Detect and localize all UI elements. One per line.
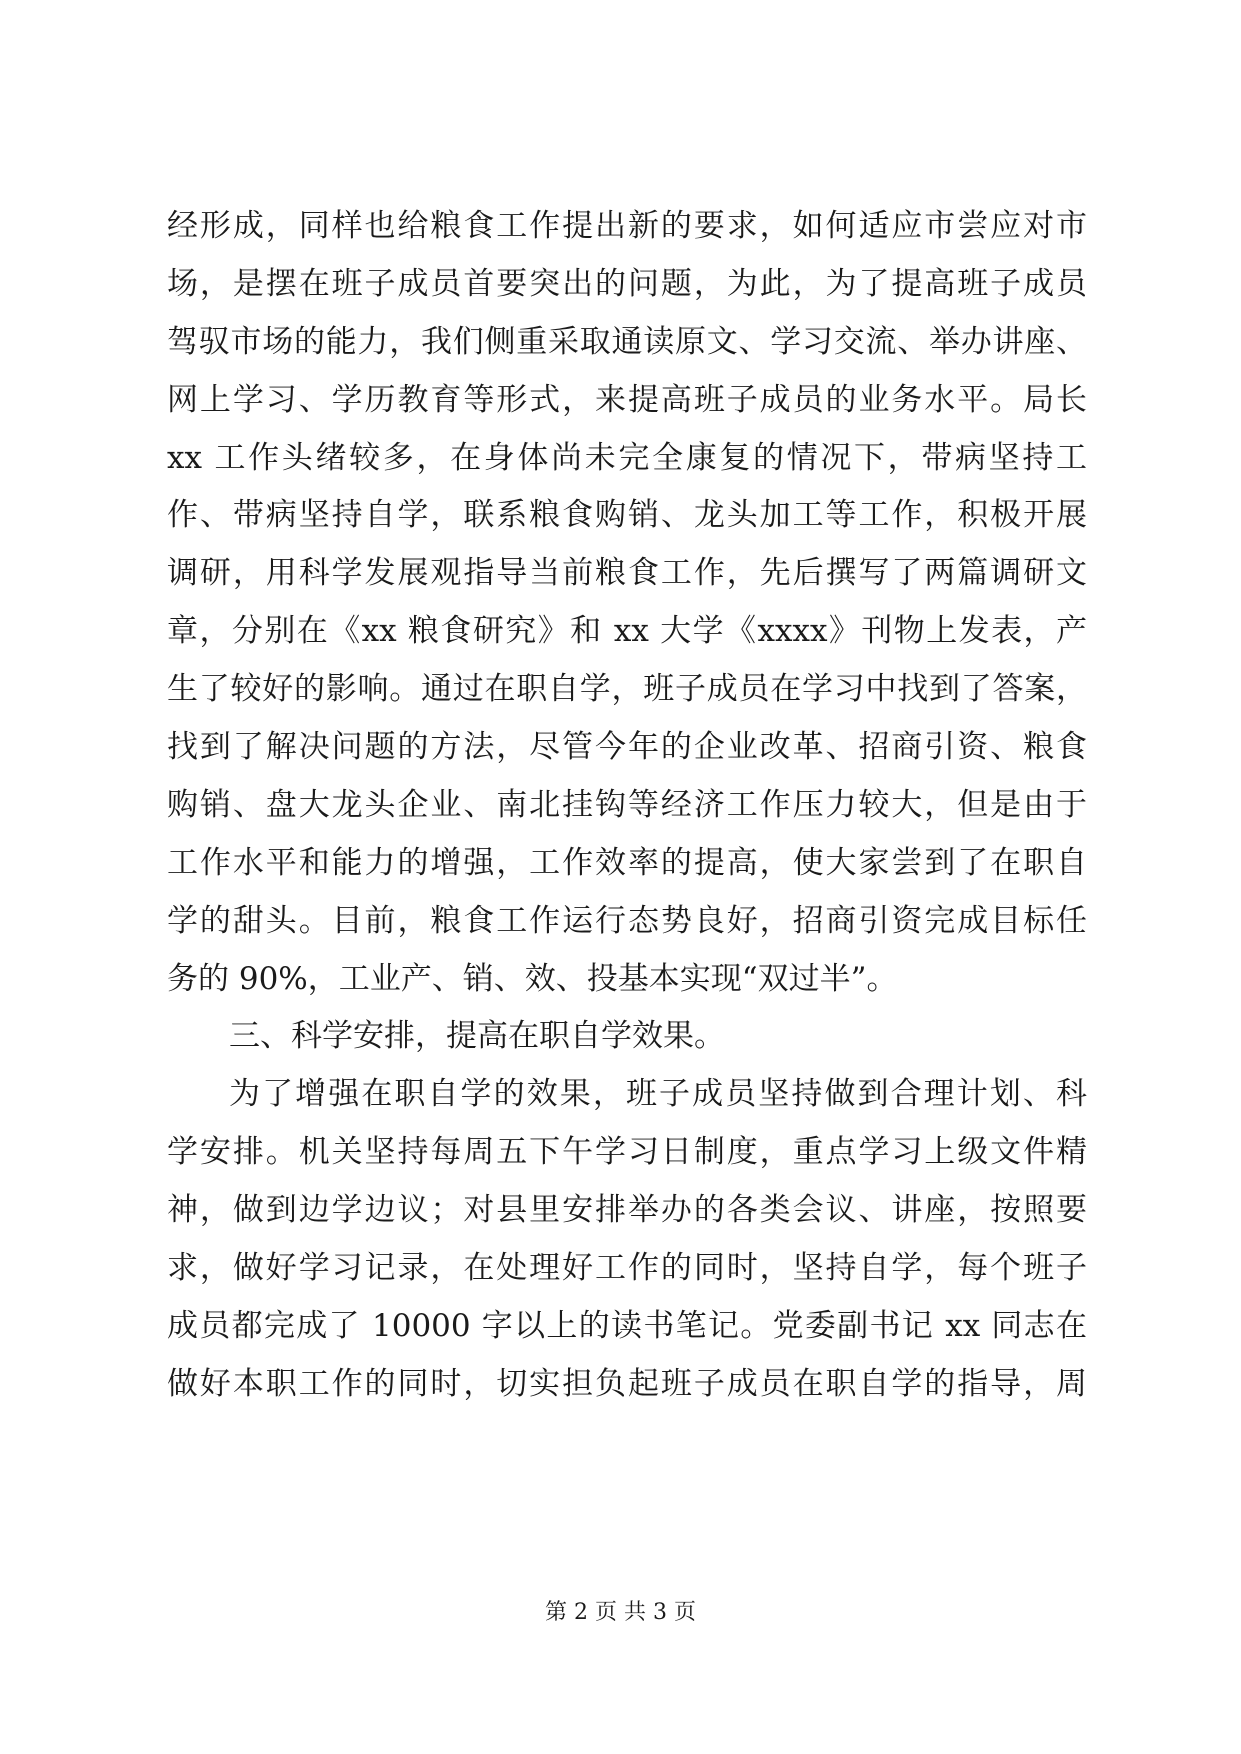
text-line: 学的甜头。目前，粮食工作运行态势良好，招商引资完成目标任 [167,902,1087,939]
text-line: 工作水平和能力的增强，工作效率的提高，使大家尝到了在职自 [167,844,1087,881]
text-line: 网上学习、学历教育等形式，来提高班子成员的业务水平。局长 [167,381,1087,418]
text-line: 找到了解决问题的方法，尽管今年的企业改革、招商引资、粮食 [167,729,1087,766]
page-number-footer: 第 2 页 共 3 页 [545,1600,696,1625]
paragraph-first-line: 为了增强在职自学的效果，班子成员坚持做到合理计划、科 [229,1076,1087,1113]
paragraph-last-line: 务的 90%，工业产、销、效、投基本实现“双过半”。 [167,960,898,997]
text-line: 作、带病坚持自学，联系粮食购销、龙头加工等工作，积极开展 [167,497,1087,534]
text-line: 学安排。机关坚持每周五下午学习日制度，重点学习上级文件精 [167,1134,1087,1171]
section-heading: 三、科学安排，提高在职自学效果。 [229,1018,725,1055]
text-line: 调研，用科学发展观指导当前粮食工作，先后撰写了两篇调研文 [167,555,1087,592]
text-line: 驾驭市场的能力，我们侧重采取通读原文、学习交流、举办讲座、 [167,323,1087,360]
text-line: 场，是摆在班子成员首要突出的问题，为此，为了提高班子成员 [167,265,1087,302]
body-text [167,198,1087,1414]
text-line: 生了较好的影响。通过在职自学，班子成员在学习中找到了答案， [167,671,1087,708]
text-line: 成员都完成了 10000 字以上的读书笔记。党委副书记 xx 同志在 [167,1307,1087,1344]
text-line: 章，分别在《xx 粮食研究》和 xx 大学《xxxx》刊物上发表，产 [167,613,1087,650]
text-line: 神，做到边学边议；对县里安排举办的各类会议、讲座，按照要 [167,1192,1087,1229]
text-line: 求，做好学习记录，在处理好工作的同时，坚持自学，每个班子 [167,1250,1087,1287]
text-line: 做好本职工作的同时，切实担负起班子成员在职自学的指导，周 [167,1365,1087,1402]
text-line: xx 工作头绪较多，在身体尚未完全康复的情况下，带病坚持工 [167,439,1087,476]
text-line: 经形成，同样也给粮食工作提出新的要求，如何适应市尝应对市 [167,208,1087,244]
text-line: 购销、盘大龙头企业、南北挂钩等经济工作压力较大，但是由于 [167,786,1087,823]
